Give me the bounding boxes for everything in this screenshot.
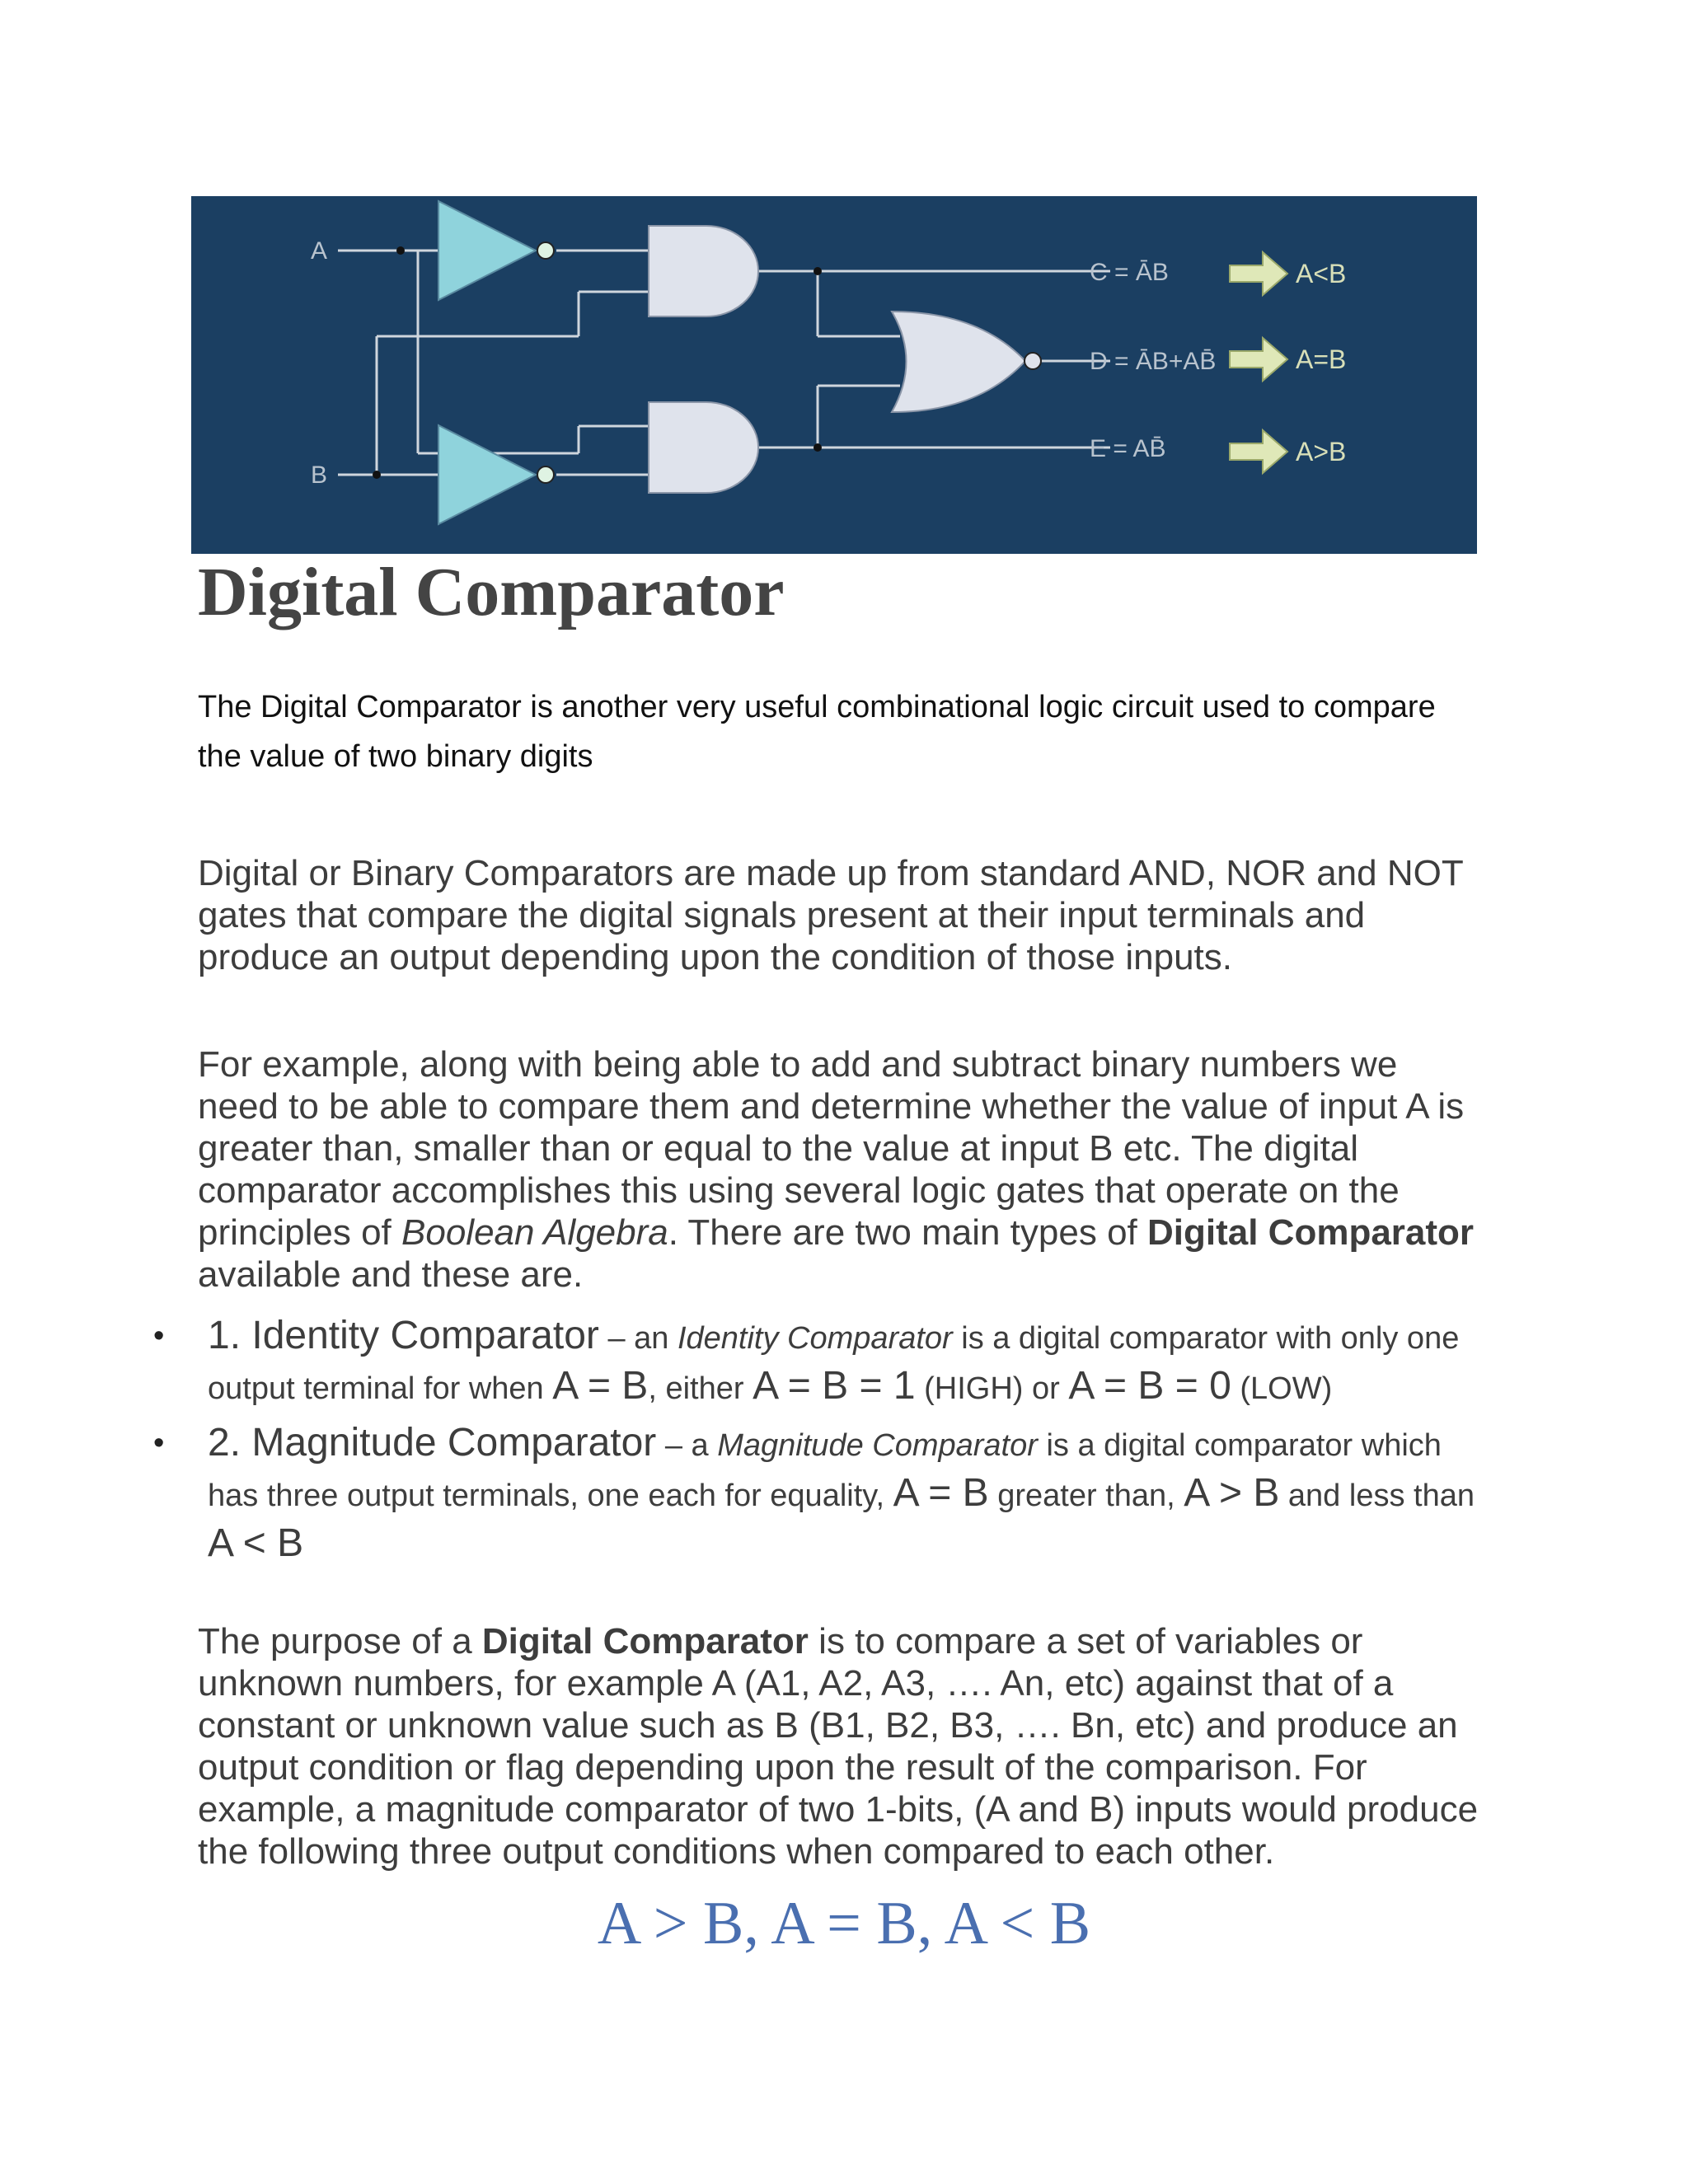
text-run: and less than bbox=[1279, 1479, 1475, 1513]
bold-term: Digital Comparator bbox=[481, 1621, 809, 1661]
italic-term: Boolean Algebra bbox=[401, 1212, 668, 1253]
text-run: . There are two main types of bbox=[668, 1212, 1147, 1253]
italic-term: Identity Comparator bbox=[677, 1321, 953, 1356]
equation: A = B bbox=[893, 1471, 989, 1515]
nor-gate bbox=[892, 312, 1041, 412]
arrow-right-icon bbox=[1230, 252, 1287, 295]
list-item bbox=[153, 1419, 1480, 1570]
text-run: is to compare a set of variables or unknown numbers, for example A (A1, A2, A3, …. An, etc) against that of a constant or unknown value such as B (B1, B2, B3, …. Bn, etc) and produce an output condition or flag depending upon the result of the comparison. For example, a magnitude comparator of two 1-bits, (A and B) inputs would produce the following three output conditions when compared to each other. bbox=[198, 1621, 1479, 1872]
text-run: – an bbox=[598, 1321, 678, 1356]
and-gate-2 bbox=[649, 402, 758, 493]
text-run: is a digital comparator which has three output terminals, one each for equality, bbox=[208, 1428, 1442, 1513]
result-d-label: A=B bbox=[1296, 344, 1347, 374]
and-gate-1 bbox=[649, 226, 758, 316]
paragraph-example bbox=[198, 1043, 1484, 1296]
paragraph-gates: Digital or Binary Comparators are made up from standard AND, NOR and NOT gates that compare the digital signals present at their input terminals and produce an output depending upon the condition of those inputs. bbox=[198, 853, 1463, 977]
output-c-label: C = ĀB bbox=[1090, 259, 1169, 286]
bullet-icon: • bbox=[153, 1426, 165, 1460]
equation: A < B bbox=[208, 1521, 304, 1565]
text-run: (HIGH) or bbox=[915, 1371, 1069, 1406]
intro-paragraph: The Digital Comparator is another very useful combinational logic circuit used to compare the value of two binary digits bbox=[198, 690, 1436, 774]
text-run: available and these are. bbox=[198, 1254, 584, 1295]
not-gate-a bbox=[438, 201, 554, 300]
list-item-heading: 2. Magnitude Comparator bbox=[208, 1421, 657, 1465]
equation: A = B = 1 bbox=[753, 1364, 916, 1408]
equation: A > B bbox=[1184, 1471, 1280, 1515]
output-e-label: E = AB̄ bbox=[1090, 435, 1166, 462]
not-gate-b bbox=[438, 425, 554, 524]
text-run: The purpose of a bbox=[198, 1621, 482, 1661]
text-run: is a digital comparator with only one output terminal for when bbox=[208, 1321, 1460, 1406]
bold-term: Digital Comparator bbox=[1147, 1212, 1475, 1253]
page-title: Digital Comparator bbox=[198, 554, 785, 630]
output-d-label: D = ĀB+AB̄ bbox=[1090, 348, 1217, 375]
italic-term: Magnitude Comparator bbox=[717, 1428, 1038, 1463]
text-run: – a bbox=[656, 1428, 718, 1463]
comparator-types-list bbox=[153, 1312, 1480, 1570]
circuit-svg bbox=[191, 196, 1477, 554]
paragraph-purpose bbox=[198, 1620, 1484, 1872]
input-a-label: A bbox=[311, 237, 328, 265]
input-b-label: B bbox=[311, 462, 328, 489]
output-conditions-formula: A > B, A = B, A < B bbox=[597, 1890, 1091, 1957]
result-e-label: A>B bbox=[1296, 437, 1347, 466]
comparator-circuit-diagram bbox=[191, 196, 1477, 554]
arrow-right-icon bbox=[1230, 430, 1287, 473]
text-run: (LOW) bbox=[1231, 1371, 1333, 1406]
equation: A = B = 0 bbox=[1068, 1364, 1231, 1408]
equation: A = B bbox=[552, 1364, 649, 1408]
result-c-label: A<B bbox=[1296, 259, 1347, 288]
text-run: , either bbox=[648, 1371, 753, 1406]
text-run: greater than, bbox=[988, 1479, 1184, 1513]
list-item-heading: 1. Identity Comparator bbox=[208, 1314, 599, 1357]
list-item bbox=[153, 1312, 1480, 1413]
arrow-right-icon bbox=[1230, 338, 1287, 381]
text-run: For example, along with being able to add and subtract binary numbers we need to be able to compare them and determine whether the value of input A is greater than, smaller than or equal to the value at input B etc. The digital comparator accomplishes this using several logic gates that operate on the principles of bbox=[198, 1044, 1465, 1253]
bullet-icon: • bbox=[153, 1319, 165, 1353]
